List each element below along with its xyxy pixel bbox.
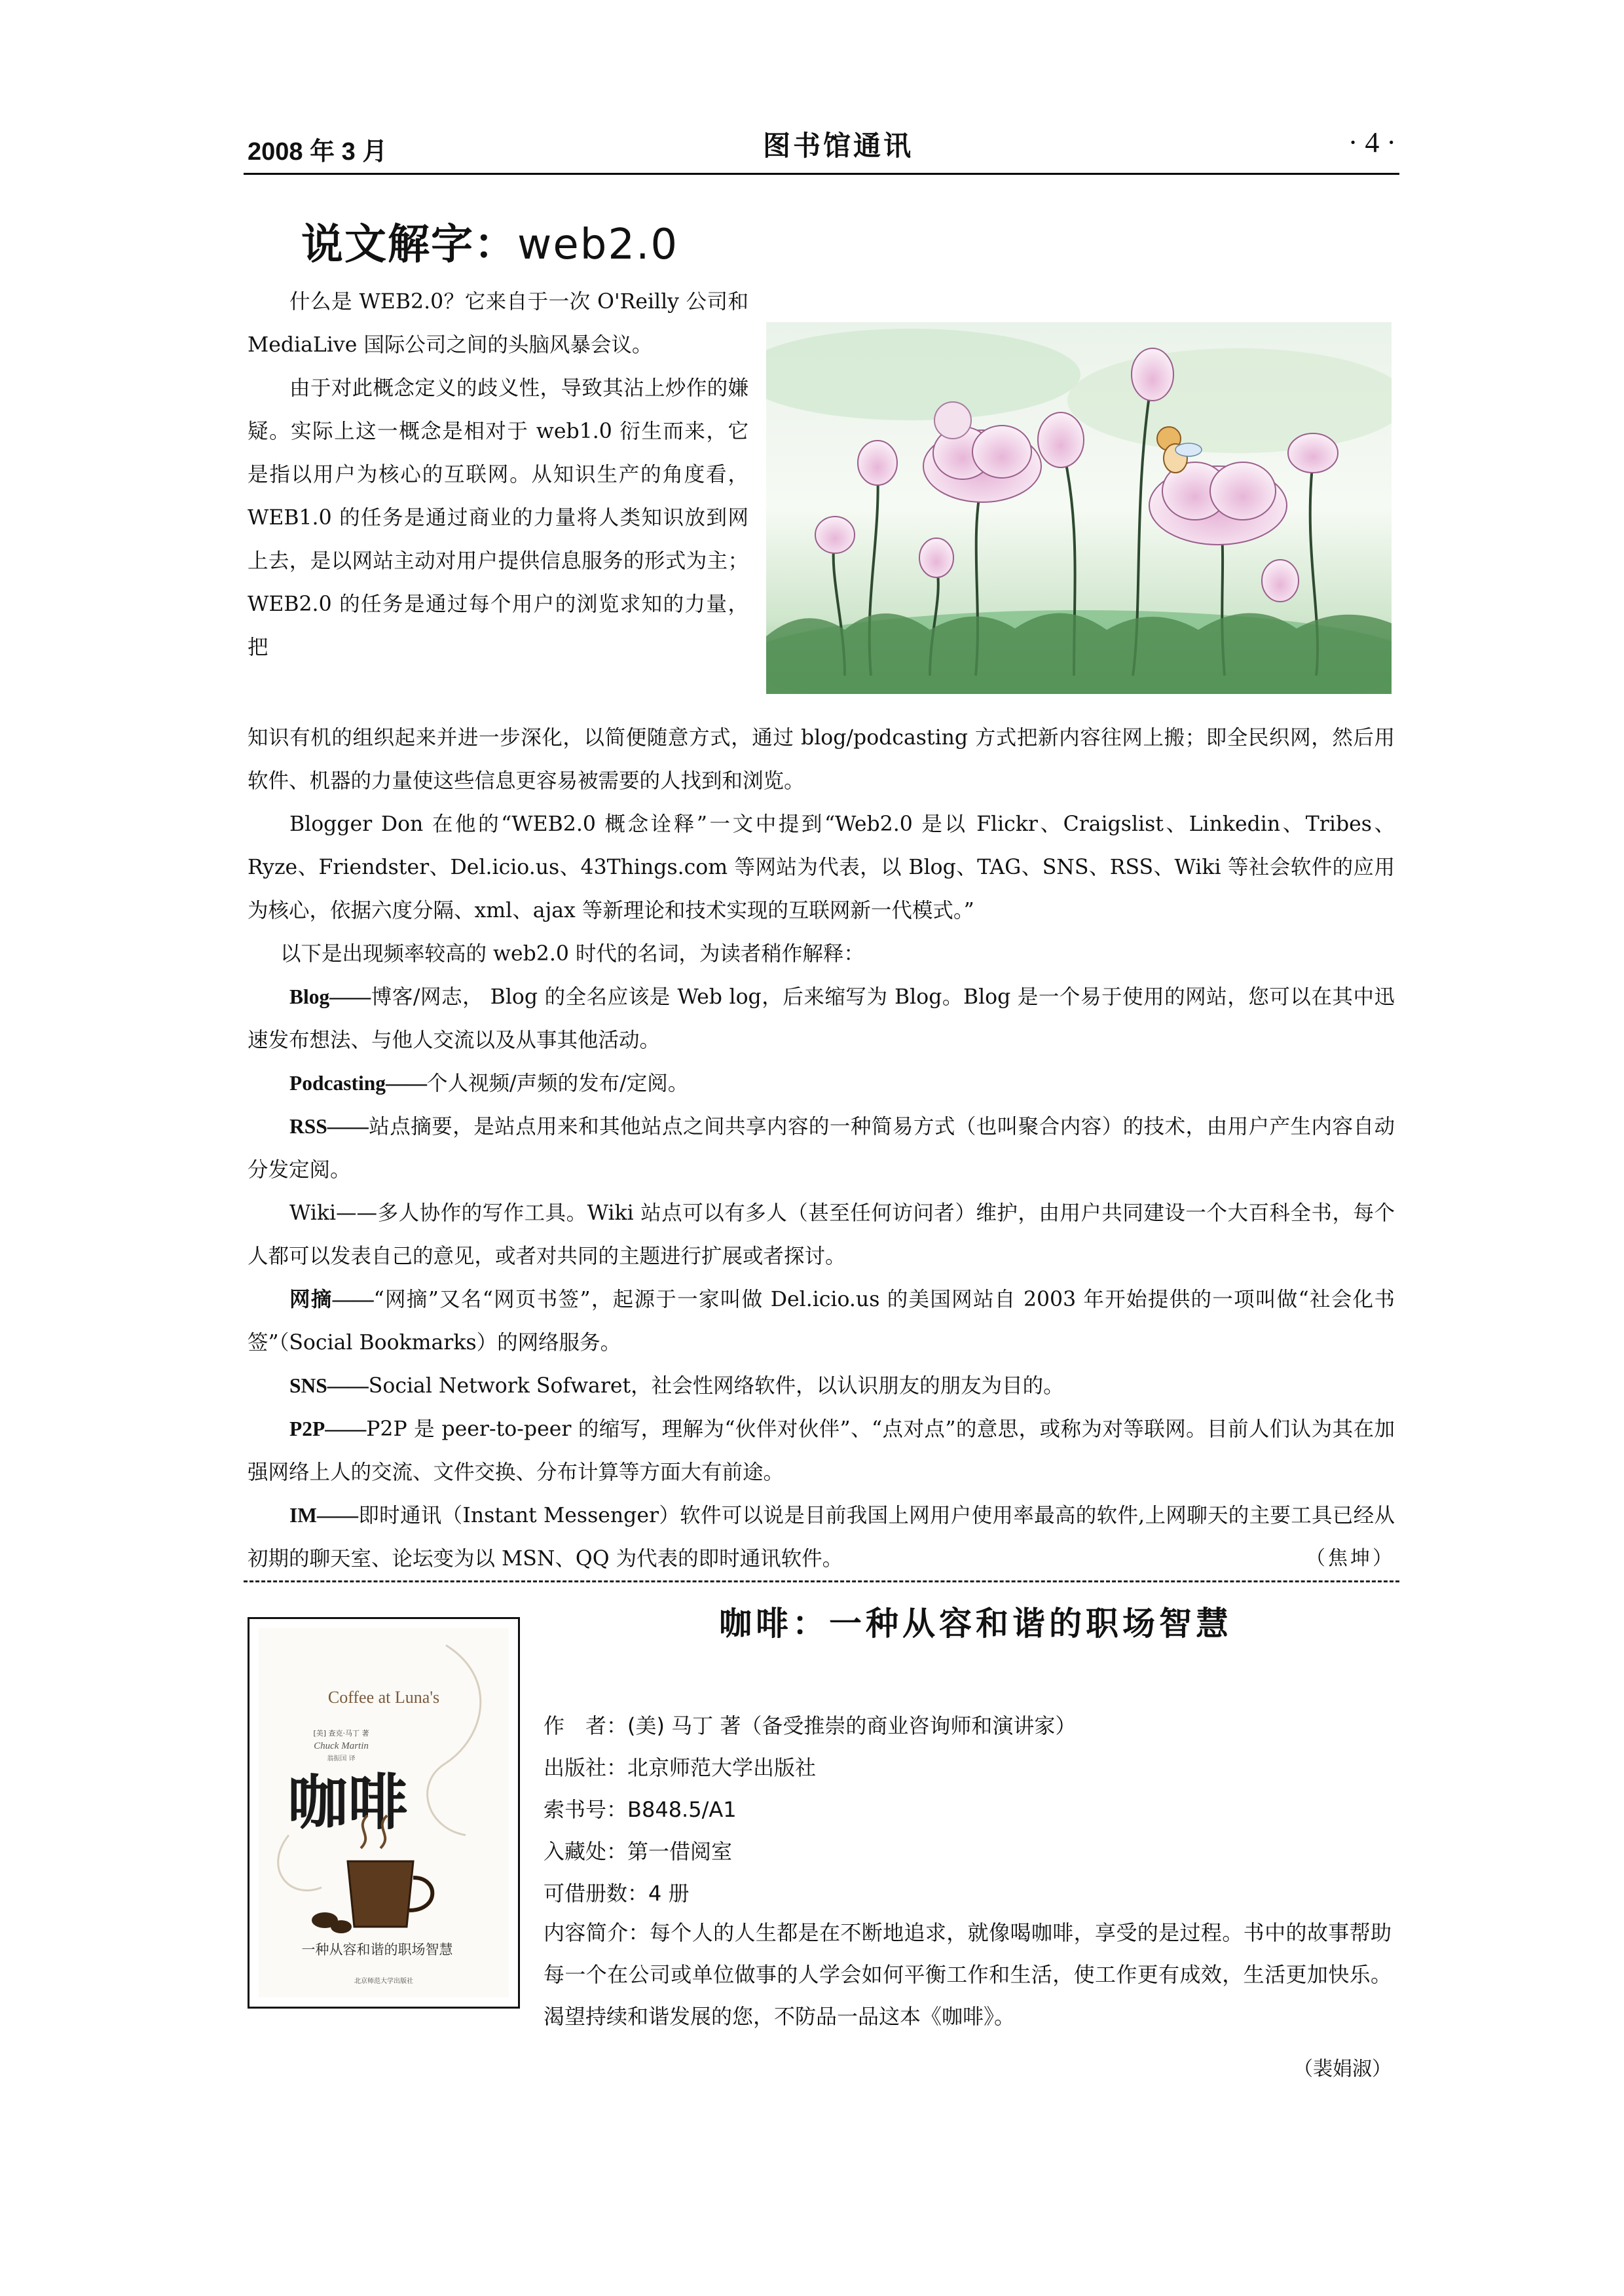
meta-label: 索书号： <box>544 1797 628 1822</box>
book-meta-author <box>544 1705 1076 1747</box>
article-body <box>248 716 1395 1580</box>
meta-value: (美) 马丁 著（备受推崇的商业咨询师和演讲家） <box>627 1713 1077 1738</box>
article-title-cn: 说文解字： <box>301 220 517 269</box>
meta-value: 第一借阅室 <box>627 1839 733 1864</box>
meta-value: 4 册 <box>648 1881 690 1906</box>
glossary-entry <box>248 975 1395 1062</box>
cover-series: Coffee at Luna's <box>327 1688 440 1707</box>
cover-translator: 翁振国 译 <box>327 1755 356 1762</box>
book-meta-publisher <box>544 1747 816 1789</box>
glossary-entry <box>248 1278 1395 1364</box>
meta-value: B848.5/A1 <box>627 1797 737 1822</box>
glossary-term: P2P—— <box>289 1417 367 1440</box>
cover-publisher: 北京师范大学出版社 <box>354 1978 413 1985</box>
book-review-title: 咖啡：一种从容和谐的职场智慧 <box>719 1605 1232 1643</box>
article-title <box>301 211 678 271</box>
cover-title: 咖啡 <box>287 1768 409 1838</box>
issue-date: 2008 年 3 月 <box>248 138 388 166</box>
cover-author-en: Chuck Martin <box>314 1741 369 1751</box>
article-title-latin: web2.0 <box>517 221 679 269</box>
newsletter-title: 图书馆通讯 <box>762 130 913 162</box>
glossary-definition: 博客/网志， Blog 的全名应该是 Web log，后来缩写为 Blog。Blog 是一个易于使用的网站，您可以在其中迅速发布想法、与他人交流以及从事其他活动。 <box>248 985 1395 1052</box>
article-intro-column <box>248 280 748 669</box>
glossary-entry <box>248 1062 1395 1105</box>
glossary-term: 网摘—— <box>289 1288 374 1311</box>
paragraph: 知识有机的组织起来并进一步深化，以简便随意方式，通过 blog/podcasting 方式把新内容往网上搬；即全民织网，然后用软件、机器的力量使这些信息更容易被需要的人找到和浏览。 <box>248 726 1395 793</box>
glossary-entry <box>248 1192 1395 1278</box>
glossary-entry <box>248 1494 1395 1580</box>
cover-subtitle: 一种从容和谐的职场智慧 <box>301 1942 453 1958</box>
section-divider <box>244 1580 1399 1582</box>
meta-label: 可借册数： <box>544 1881 649 1906</box>
book-meta-location <box>544 1831 732 1872</box>
glossary-intro: 以下是出现频率较高的 web2.0 时代的名词，为读者稍作解释： <box>280 942 864 966</box>
glossary-term: Wiki—— <box>289 1201 378 1225</box>
header-rule <box>244 173 1399 175</box>
meta-label: 出版社： <box>544 1755 628 1780</box>
quote-paragraph: Blogger Don 在他的“WEB2.0 概念诠释”一文中提到“Web2.0 是以 Flickr、Craigslist、Linkedin、Tribes、Ryze、Friendster、Del.icio.us、43Things.com 等网站为代表，以 Blog、TAG、SNS、RSS、Wiki 等社会软件的应用为核心，依据六度分隔、xml、ajax 等新理论和技术实现的互联网新一代模式。” <box>248 812 1395 922</box>
paragraph: 由于对此概念定义的歧义性，导致其沾上炒作的嫌疑。实际上这一概念是相对于 web1.0 衍生而来，它是指以用户为核心的互联网。从知识生产的角度看，WEB1.0 的任务是通过商业的力量将人类知识放到网上去，是以网站主动对用户提供信息服务的形式为主；WEB2.0 的任务是通过每个用户的浏览求知的力量，把 <box>248 376 748 659</box>
paragraph: 什么是 WEB2.0？它来自于一次 O'Reilly 公司和 MediaLive 国际公司之间的头脑风暴会议。 <box>248 290 748 357</box>
page-number: · 4 · <box>1348 126 1396 158</box>
glossary-definition: 站点摘要，是站点用来和其他站点之间共享内容的一种简易方式（也叫聚合内容）的技术，由用户产生内容自动分发定阅。 <box>248 1115 1395 1182</box>
flower-fairy-illustration <box>766 322 1392 694</box>
author-signature: （焦坤） <box>1306 1547 1395 1570</box>
book-cover-image <box>248 1617 520 2009</box>
glossary-term: SNS—— <box>289 1374 369 1397</box>
glossary-definition: “网摘”又名“网页书签”，起源于一家叫做 Del.icio.us 的美国网站自 2003 年开始提供的一项叫做“社会化书签”（Social Bookmarks）的网络服务。 <box>248 1288 1395 1355</box>
meta-value: 北京师范大学出版社 <box>627 1755 817 1780</box>
glossary-term: RSS—— <box>289 1115 369 1138</box>
meta-label: 入藏处： <box>544 1839 628 1864</box>
book-meta-copies <box>544 1872 690 1914</box>
glossary-definition: 多人协作的写作工具。Wiki 站点可以有多人（甚至任何访问者）维护，由用户共同建设一个大百科全书，每个人都可以发表自己的意见，或者对共同的主题进行扩展或者探讨。 <box>248 1201 1395 1268</box>
glossary-term: IM—— <box>289 1504 358 1527</box>
glossary-definition: 即时通讯（Instant Messenger）软件可以说是目前我国上网用户使用率最高的软件,上网聊天的主要工具已经从初期的聊天室、论坛变为以 MSN、QQ 为代表的即时通讯软件。 <box>248 1504 1395 1571</box>
glossary-term: Podcasting—— <box>289 1072 428 1095</box>
glossary-entry <box>248 1364 1395 1408</box>
cover-author-cn: [美] 查克·马丁 著 <box>313 1729 369 1738</box>
book-meta-call-number <box>544 1789 737 1831</box>
review-signature: （裴娟淑） <box>1293 2058 1392 2081</box>
book-summary: 内容简介：每个人的人生都是在不断地追求，就像喝咖啡，享受的是过程。书中的故事帮助每一个在公司或单位做事的人学会如何平衡工作和生活，使工作更有成效，生活更加快乐。渴望持续和谐发展的您，不防品一品这本《咖啡》。 <box>544 1920 1392 2029</box>
meta-label: 作 者： <box>544 1713 628 1738</box>
glossary-definition: P2P 是 peer-to-peer 的缩写，理解为“伙伴对伙伴”、“点对点”的意思，或称为对等联网。目前人们认为其在加强网络上人的交流、文件交换、分布计算等方面大有前途。 <box>248 1417 1395 1484</box>
glossary-entry <box>248 1105 1395 1192</box>
glossary-term: Blog—— <box>289 985 371 1008</box>
glossary-entry <box>248 1408 1395 1494</box>
glossary-definition: 个人视频/声频的发布/定阅。 <box>427 1072 689 1095</box>
glossary-definition: Social Network Sofwaret，社会性网络软件，以认识朋友的朋友为目的。 <box>368 1374 1064 1398</box>
